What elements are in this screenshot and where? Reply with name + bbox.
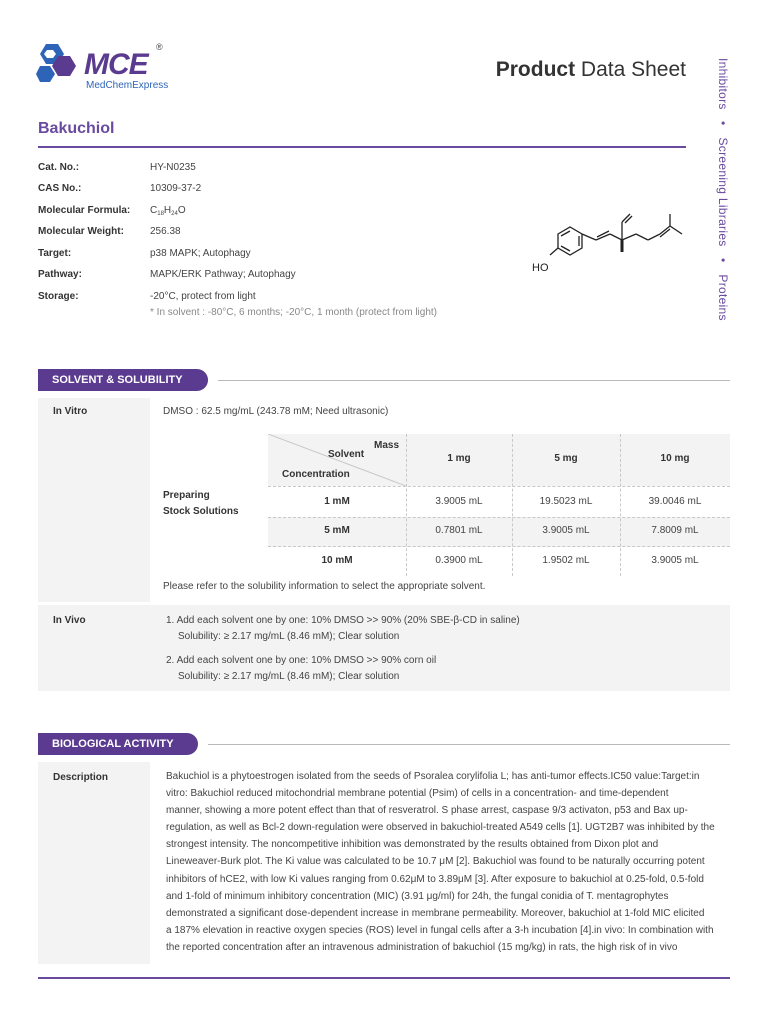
formula-label: Molecular Formula: xyxy=(38,205,131,216)
table-cell: 0.7801 mL xyxy=(435,525,483,536)
stock-solutions-label: Stock Solutions xyxy=(163,506,239,517)
bio-section-header xyxy=(38,733,730,755)
title-rule xyxy=(38,146,686,148)
side-tab-inhibitors[interactable]: Inhibitors xyxy=(716,58,730,110)
table-row-divider xyxy=(268,517,730,518)
side-tab-screening-libraries[interactable]: Screening Libraries xyxy=(716,137,730,247)
sheet-title-rest: Data Sheet xyxy=(575,58,686,81)
mw-value: 256.38 xyxy=(150,226,181,237)
logo-wordmark: MCE xyxy=(84,48,148,81)
in-vitro-label: In Vitro xyxy=(53,406,88,417)
in-vivo-protocol-1: 1. Add each solvent one by one: 10% DMSO >> 90% (20% SBE-β-CD in saline) xyxy=(166,615,520,626)
description-line: regulation, as well as Bcl-2 down-regulation were observed in bakuchiol-treated A549 cells [1]. UGT2B7 was inhibited by the xyxy=(166,822,715,834)
description-line: a 187% elevation in reactive oxygen species (ROS) level in fungal cells after a 3-h incubation [4].in vivo: In combination with xyxy=(166,924,714,936)
description-line: and 1-fold of minimum inhibitory concentration (MIC) (3.91 μg/ml) for 24h, the fungal conidia of T. mentagrophytes xyxy=(166,890,669,902)
solubility-reference-note: Please refer to the solubility information to select the appropriate solvent. xyxy=(163,581,486,592)
stock-solution-table xyxy=(268,434,730,576)
header-mass: Mass xyxy=(374,440,400,451)
description-label: Description xyxy=(53,772,109,783)
row-conc: 1 mM xyxy=(324,496,350,507)
storage-value: -20°C, protect from light xyxy=(150,291,256,302)
pathway-label: Pathway: xyxy=(38,269,82,280)
storage-note: * In solvent : -80°C, 6 months; -20°C, 1 month (protect from light) xyxy=(150,307,438,318)
solubility-section-header xyxy=(38,369,730,391)
side-tabs xyxy=(716,58,734,348)
mce-logo xyxy=(36,42,176,92)
table-row-divider xyxy=(268,486,730,487)
description-line: demonstrated a significant dose-dependent increase in membrane permeability. Moreover, bakuchiol at 1-fold MIC elicited xyxy=(166,907,705,919)
cat-value: HY-N0235 xyxy=(150,162,196,173)
side-tab-separator: • xyxy=(716,258,730,263)
logo-subtitle: MedChemExpress xyxy=(86,80,169,91)
row-conc: 10 mM xyxy=(321,555,353,566)
table-cell: 3.9005 mL xyxy=(542,525,590,536)
sheet-title-bold: Product xyxy=(495,58,576,81)
registered-mark: ® xyxy=(156,42,163,52)
in-vivo-solubility-2: Solubility: ≥ 2.17 mg/mL (8.46 mM); Clear solution xyxy=(178,671,400,682)
side-tab-separator: • xyxy=(716,121,730,126)
table-cell: 39.0046 mL xyxy=(648,496,702,507)
table-cell: 1.9502 mL xyxy=(542,555,590,566)
storage-label: Storage: xyxy=(38,291,79,302)
header-mass-5mg: 5 mg xyxy=(554,453,578,464)
side-tab-proteins[interactable]: Proteins xyxy=(716,274,730,321)
cas-value: 10309-37-2 xyxy=(150,183,202,194)
header-concentration: Concentration xyxy=(282,469,350,480)
description-line: Bakuchiol is a phytoestrogen isolated from the seeds of Psoralea corylifolia L; has anti-tumor effects.IC50 value:Target:in xyxy=(166,771,700,782)
target-value: p38 MAPK; Autophagy xyxy=(150,248,251,259)
header-mass-1mg: 1 mg xyxy=(447,453,471,464)
section-divider xyxy=(208,744,730,745)
dmso-solubility: DMSO : 62.5 mg/mL (243.78 mM; Need ultrasonic) xyxy=(163,406,389,417)
description-line: strongest intensity. The noncompetitive inhibition was demonstrated by the results obtained from Dixon plot and xyxy=(166,839,659,851)
table-cell: 0.3900 mL xyxy=(435,555,483,566)
row-conc: 5 mM xyxy=(324,525,350,536)
cas-label: CAS No.: xyxy=(38,183,82,194)
table-cell: 19.5023 mL xyxy=(539,496,593,507)
section-divider xyxy=(218,380,730,381)
mw-label: Molecular Weight: xyxy=(38,226,124,237)
chemical-structure xyxy=(530,200,690,280)
table-cell: 3.9005 mL xyxy=(651,555,699,566)
formula-value: $C_{18}H_{24}O$ xyxy=(150,205,186,217)
in-vivo-label: In Vivo xyxy=(53,615,86,626)
bio-section-title: BIOLOGICAL ACTIVITY xyxy=(38,733,198,755)
in-vivo-protocol-2: 2. Add each solvent one by one: 10% DMSO >> 90% corn oil xyxy=(166,655,437,666)
description-line: Lineweaver-Burk plot. The Ki value was calculated to be 10.7 μM [2]. Bakuchiol was found to be naturally occurring potent xyxy=(166,856,705,868)
structure-ho-label: HO xyxy=(532,262,549,274)
header-solvent: Solvent xyxy=(328,449,365,460)
description-line: the reported concentration after an intravenous administration of bakuchiol (15 mg/kg) in rats, the high risk of in vivo xyxy=(166,941,678,953)
preparing-label: Preparing xyxy=(163,490,210,501)
mce-logo-icon xyxy=(36,42,82,88)
compound-name: Bakuchiol xyxy=(38,120,115,137)
footer-rule xyxy=(38,977,730,979)
pathway-value: MAPK/ERK Pathway; Autophagy xyxy=(150,269,296,280)
description-text xyxy=(166,768,718,956)
header-mass-10mg: 10 mg xyxy=(660,453,690,464)
sheet-title xyxy=(496,58,686,82)
in-vivo-solubility-1: Solubility: ≥ 2.17 mg/mL (8.46 mM); Clear solution xyxy=(178,631,400,642)
table-cell: 7.8009 mL xyxy=(651,525,699,536)
description-line: inhibitors of hCE2, with low Ki values ranging from 0.62μM to 3.89μM [3]. After exposure to bakuchiol at 0.25-fold, 0.5-fold xyxy=(166,873,704,885)
table-row-divider xyxy=(268,546,730,547)
solubility-section-title: SOLVENT & SOLUBILITY xyxy=(38,369,208,391)
description-line: vitro: Bakuchiol reduced mitochondrial membrane potential (Psim) of cells in a concentration- and time-dependent xyxy=(166,788,669,800)
description-line: manner, showing a more potent effect than that of resveratrol. S phase arrest, caspase 9/3 activaton, p53 and Bax up- xyxy=(166,805,688,817)
target-label: Target: xyxy=(38,248,72,259)
table-cell: 3.9005 mL xyxy=(435,496,483,507)
cat-label: Cat. No.: xyxy=(38,162,80,173)
